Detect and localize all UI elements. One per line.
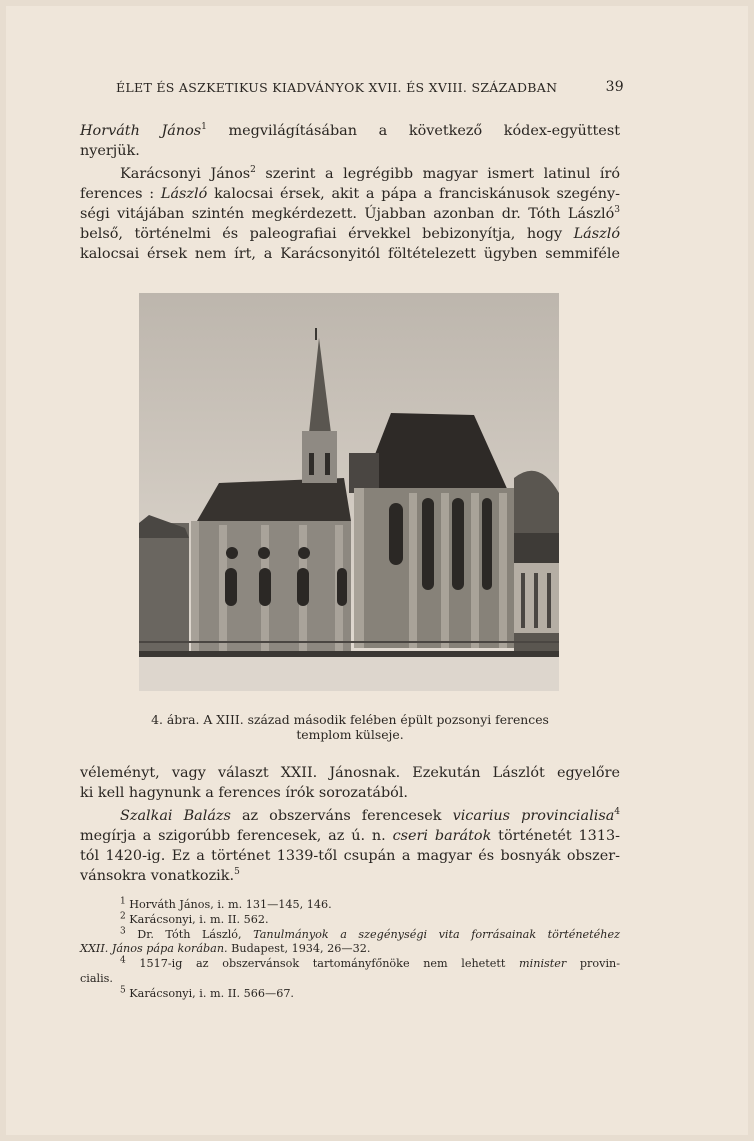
footnote-ref: 5: [234, 867, 240, 878]
text: megvilágításában a következő kódex-együttest: [206, 123, 620, 139]
person-name: László: [160, 186, 208, 202]
caption-line: 4. ábra. A XIII. század második felében épült pozsonyi ferences: [151, 712, 549, 727]
person-name: László: [573, 226, 620, 242]
church-photograph: [139, 293, 559, 691]
footnote-mark: 3: [120, 925, 126, 936]
footnote-2: [80, 913, 620, 928]
text-line: nyerjük.: [80, 143, 140, 159]
text-line: tól 1420-ig. Ez a történet 1339-től csupán a magyar és bosnyák obszer-: [80, 848, 620, 864]
text-line: kalocsai érsek nem írt, a Karácsonyitól föltételezett ügyben semmiféle: [80, 246, 620, 262]
page-number: 39: [605, 79, 624, 95]
text-line: véleményt, vagy választ XXII. Jánosnak. Ezekután Lászlót egyelőre: [80, 765, 620, 781]
text: ségi vitájában szintén megkérdezett. Újabban azonban dr. Tóth László: [80, 206, 615, 222]
caption-line: templom külseje.: [296, 727, 404, 742]
text: az obszerváns ferencesek: [230, 808, 453, 824]
footnotes: [80, 898, 620, 1002]
text: megírja a szigorúbb ferencesek, az ú. n.: [80, 828, 393, 844]
footnote-3-cont: [80, 942, 620, 957]
footnote-1: [80, 898, 620, 913]
footnote-5: [80, 987, 620, 1002]
text: belső, történelmi és paleografiai érvekkel bebizonyítja, hogy: [80, 226, 574, 242]
footnote-text: Karácsonyi, i. m. II. 566—67.: [125, 986, 294, 1000]
church-illustration: [139, 293, 559, 691]
footnote-mark: 2: [120, 911, 126, 922]
author-name: Szalkai Balázs: [120, 808, 231, 824]
footnote-ref: 1: [201, 122, 207, 133]
footnote-ref: 4: [614, 807, 621, 818]
running-header: [116, 80, 624, 95]
paragraph-1: [80, 121, 620, 161]
latin-term: vicarius provincialisa: [452, 808, 615, 824]
paragraph-2: [80, 164, 620, 264]
footnote-text: provin-: [566, 957, 621, 971]
footnote-mark: 5: [120, 985, 126, 996]
text: szerint a legrégibb magyar ismert latinul író: [255, 166, 620, 182]
paragraph-4: [80, 806, 620, 886]
footnote-text: Horváth János, i. m. 131—145, 146.: [125, 898, 332, 911]
book-title: XXII. János pápa korában.: [80, 942, 228, 956]
footnote-ref: 3: [614, 205, 620, 216]
text: vánsokra vonatkozik.: [80, 868, 235, 884]
running-title: ÉLET ÉS ASZKETIKUS KIADVÁNYOK XVII. ÉS XVIII. SZÁZADBAN: [116, 80, 558, 95]
footnote-4: [80, 957, 620, 972]
footnote-ref: 2: [250, 165, 256, 176]
book-title: Tanulmányok a szegénységi vita forrásainak történetéhez: [253, 927, 620, 941]
text: Karácsonyi János: [120, 166, 251, 182]
paragraph-3: [80, 763, 620, 803]
latin-term: minister: [519, 957, 567, 971]
text: történetét 1313-: [491, 828, 620, 844]
footnote-mark: 4: [120, 955, 126, 966]
text: ferences :: [80, 186, 161, 202]
figure-caption: [140, 712, 560, 742]
footnote-text: Karácsonyi, i. m. II. 562.: [125, 912, 269, 926]
group-name: cseri barátok: [392, 828, 492, 844]
text-line: ki kell hagynunk a ferences írók sorozatából.: [80, 785, 409, 801]
footnote-text: Budapest, 1934, 26—32.: [227, 942, 371, 956]
footnote-mark: 1: [120, 896, 126, 907]
footnote-3: [80, 925, 620, 943]
footnote-4-cont: cialis.: [80, 971, 113, 985]
footnote-text: 1517-ig az obszervánsok tartományfőnöke nem lehetett: [125, 957, 520, 971]
footnote-text: Dr. Tóth László,: [125, 927, 254, 941]
text: kalocsai érsek, akit a pápa a franciskánusok szegény-: [207, 186, 621, 202]
author-name: Horváth János: [80, 123, 202, 139]
